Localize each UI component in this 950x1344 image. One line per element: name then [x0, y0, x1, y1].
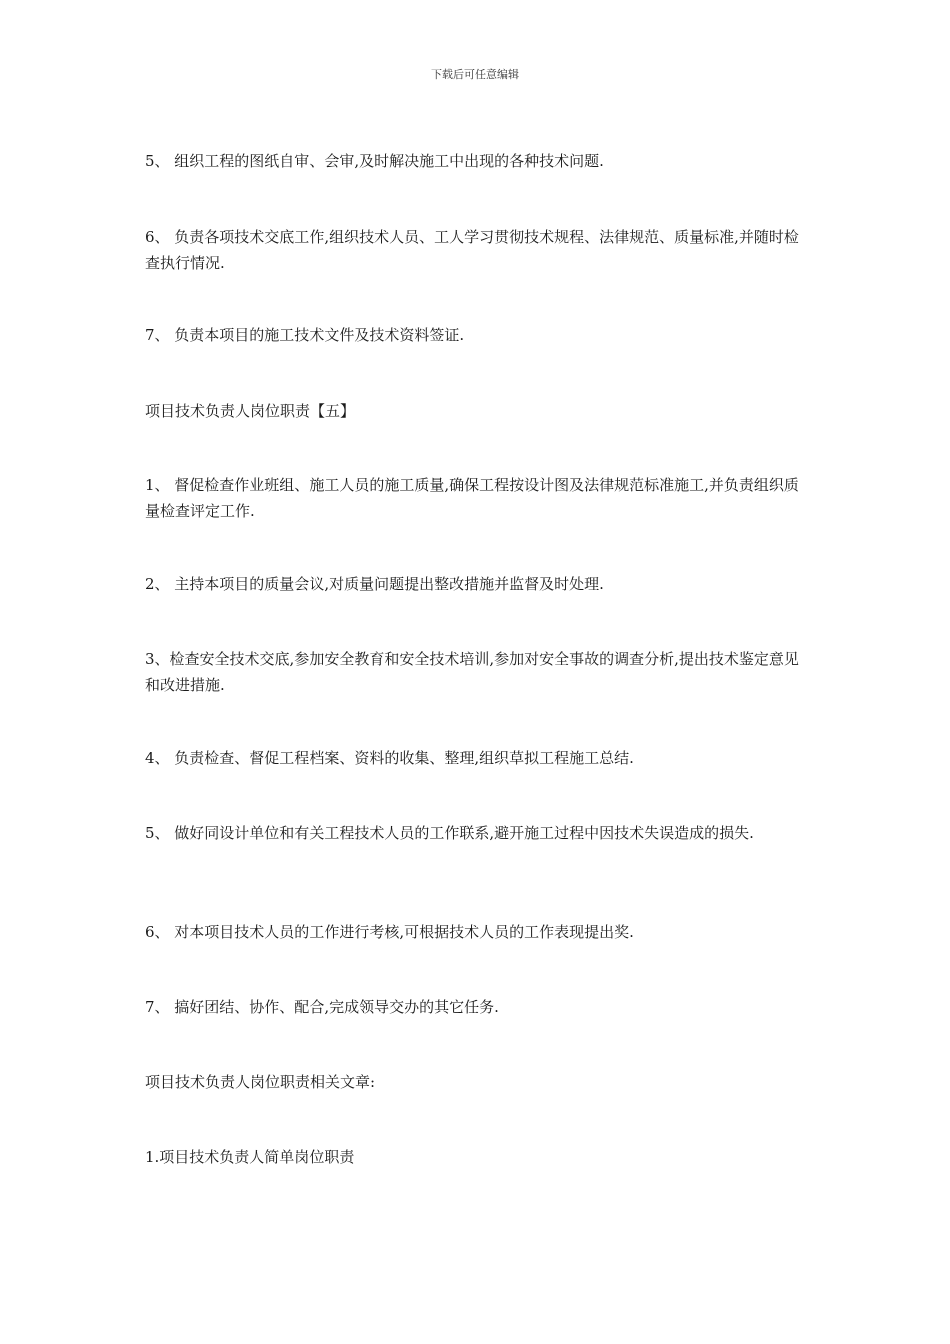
- duty-item-7b: 7、 搞好团结、协作、配合,完成领导交办的其它任务.: [145, 998, 499, 1016]
- duty-item-1: 1、 督促检查作业班组、施工人员的施工质量,确保工程按设计图及法律规范标准施工,并负责组织质量检查评定工作.: [145, 476, 799, 520]
- duty-item-6: 6、 负责各项技术交底工作,组织技术人员、工人学习贯彻技术规程、法律规范、质量标准,并随时检查执行情况.: [145, 228, 799, 272]
- duty-item-7: 7、 负责本项目的施工技术文件及技术资料签证.: [145, 326, 465, 344]
- section-heading-five: 项目技术负责人岗位职责【五】: [145, 402, 356, 420]
- related-article-link-1[interactable]: 1.项目技术负责人简单岗位职责: [145, 1148, 355, 1166]
- duty-item-3: 3、检查安全技术交底,参加安全教育和安全技术培训,参加对安全事故的调查分析,提出技术鉴定意见和改进措施.: [145, 650, 799, 694]
- duty-item-6b: 6、 对本项目技术人员的工作进行考核,可根据技术人员的工作表现提出奖.: [145, 923, 634, 941]
- duty-item-5: 5、 组织工程的图纸自审、会审,及时解决施工中出现的各种技术问题.: [145, 152, 604, 170]
- related-articles-heading: 项目技术负责人岗位职责相关文章:: [145, 1073, 376, 1091]
- page-header-note: 下载后可任意编辑: [431, 68, 519, 81]
- duty-item-2: 2、 主持本项目的质量会议,对质量问题提出整改措施并监督及时处理.: [145, 575, 604, 593]
- duty-item-4: 4、 负责检查、督促工程档案、资料的收集、整理,组织草拟工程施工总结.: [145, 749, 634, 767]
- duty-item-5b: 5、 做好同设计单位和有关工程技术人员的工作联系,避开施工过程中因技术失误造成的损失.: [145, 824, 754, 842]
